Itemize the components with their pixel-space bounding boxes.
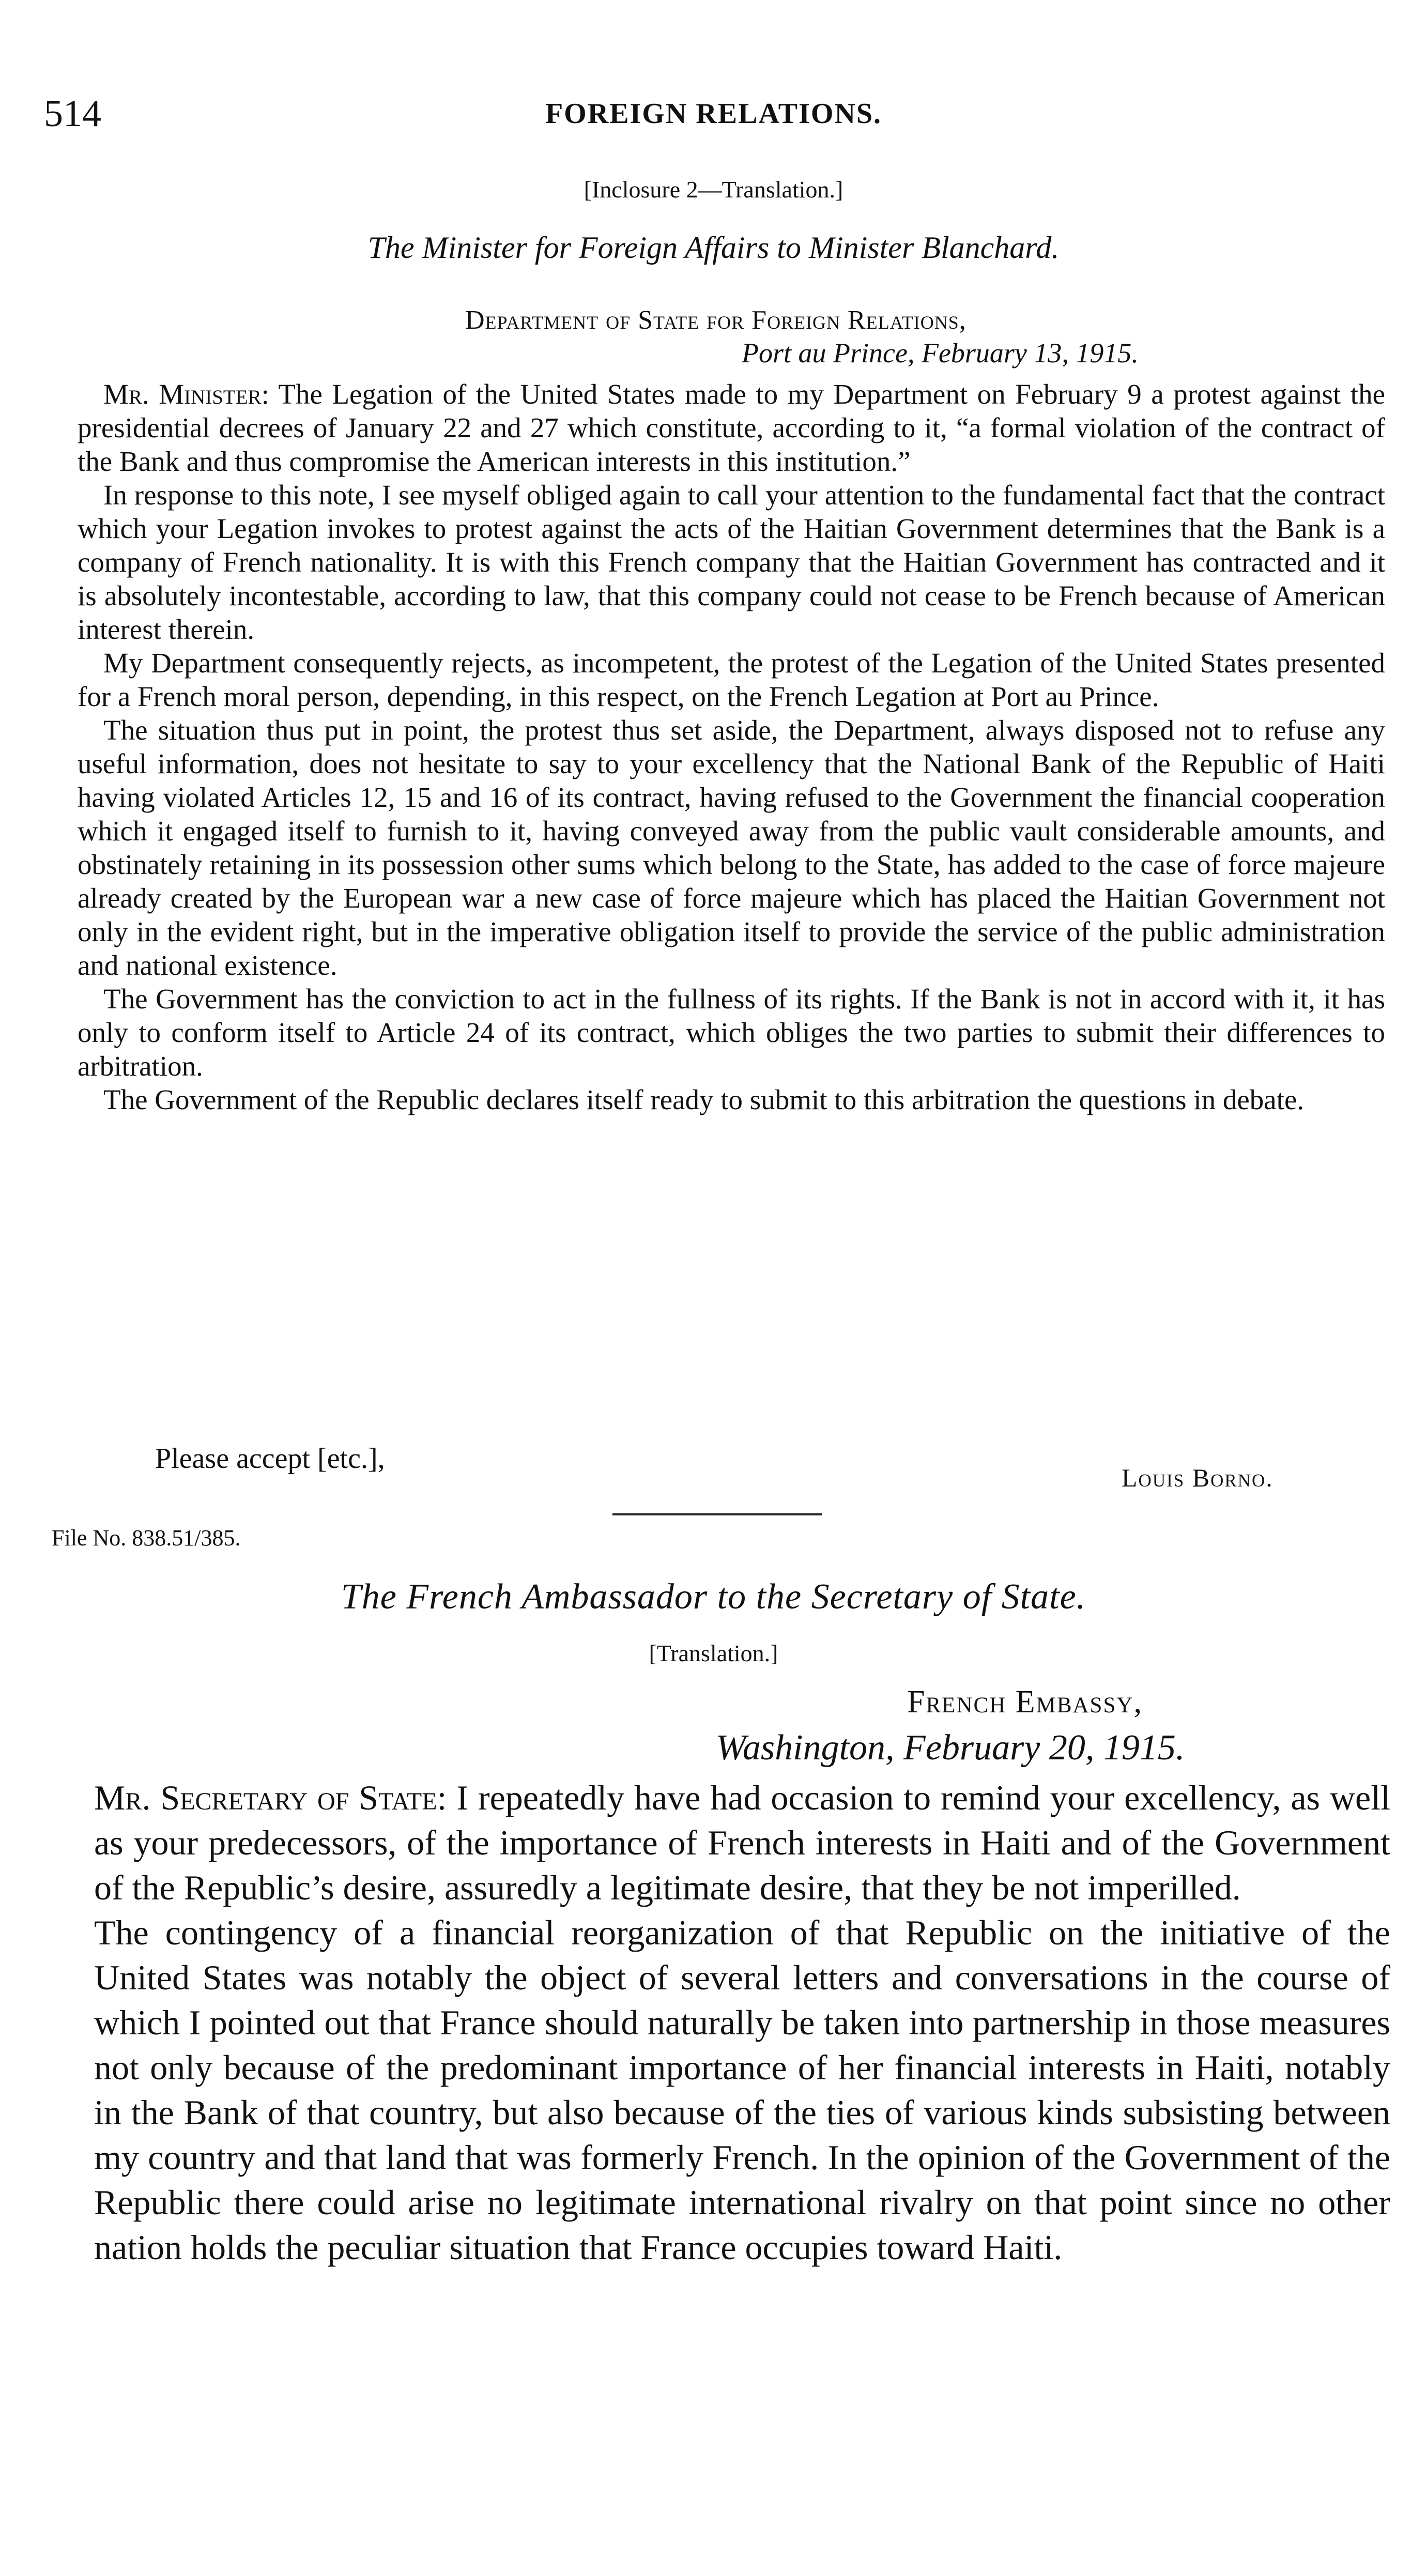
letter-1-closing: Please accept [etc.], <box>155 1443 385 1475</box>
translation-label: [Translation.] <box>649 1640 778 1666</box>
letter-1-paragraph: The Government has the conviction to act in the fullness of its rights. If the Bank is not in accord with it, it has only to conform itself to Article 24 of its contract, which obliges the two parties to submit their differences to arbitration. <box>78 983 1385 1082</box>
page-number: 514 <box>44 93 101 135</box>
section-divider <box>612 1513 822 1515</box>
letter-1-paragraph: The situation thus put in point, the protest thus set aside, the Department, always disposed not to refuse any useful information, does not hesitate to say to your excellency that the National Bank of the Republic of Haiti having violated Articles 12, 15 and 16 of its contract, having refused to the Government the financial cooperation which it engaged itself to furnish to it, having conveyed away from the public vault considerable amounts, and obstinately retaining in its possession other sums which belong to the State, has added to the case of force majeure already created by the European war a new case of force majeure which has placed the Haitian Government not only in the evident right, but in the imperative obligation itself to provide the service of the public administration and national existence. <box>78 714 1385 981</box>
letter-2-embassy: French Embassy, <box>907 1684 1143 1720</box>
letter-2-paragraph: The contingency of a financial reorganization of that Republic on the initiative of the United States was notably the object of several letters and conversations in the course of which I pointed out that France should naturally be taken into partnership in those measures not only because of the predominant importance of her financial interests in Haiti, notably in the Bank of that country, but also because of the ties of various kinds subsisting between my country and that land that was formerly French. In the opinion of the Government of the Republic there could arise no legitimate international rivalry on that point since no other nation holds the peculiar situation that France occupies toward Haiti. <box>94 1913 1390 2267</box>
letter-1-signature: Louis Borno. <box>1122 1463 1273 1492</box>
letter-2-salutation: Mr. Secretary of State: <box>94 1778 447 1817</box>
letter-2-body <box>94 1775 1390 2270</box>
letter-1-title: The Minister for Foreign Affairs to Minister Blanchard. <box>367 231 1060 265</box>
letter-1-place-date: Port au Prince, February 13, 1915. <box>742 338 1139 369</box>
letter-2-paragraph-text: I repeatedly have had occasion to remind your excellency, as well as your predecessors, of the importance of French interests in Haiti and of the Government of the Republic’s desire, assuredly a legitimate desire, that they be not imperilled. <box>94 1778 1391 1907</box>
letter-1-paragraph: My Department consequently rejects, as incompetent, the protest of the Legation of the United States presented for a French moral person, depending, in this respect, on the French Legation at Port au Prince. <box>78 647 1385 712</box>
letter-1-paragraph: The Government of the Republic declares itself ready to submit to this arbitration the questions in debate. <box>103 1084 1305 1115</box>
letter-2-paragraph <box>94 1775 1390 1910</box>
running-head: FOREIGN RELATIONS. <box>545 98 882 130</box>
letter-1-body <box>78 377 1385 1116</box>
letter-1-paragraph <box>78 377 1385 478</box>
letter-1-salutation: Mr. Minister: <box>103 378 269 410</box>
inclosure-label: [Inclosure 2—Translation.] <box>584 176 843 203</box>
letter-1-department: Department of State for Foreign Relations, <box>465 305 966 335</box>
letter-1-paragraph: In response to this note, I see myself obliged again to call your attention to the fundamental fact that the contract which your Legation invokes to protest against the acts of the Haitian Government determines that the Bank is a company of French nationality. It is with this French company that the Haitian Government has contracted and it is absolutely incontestable, according to law, that this company could not cease to be French because of American interest therein. <box>78 479 1385 645</box>
letter-2-place-date: Washington, February 20, 1915. <box>716 1728 1185 1768</box>
file-number: File No. 838.51/385. <box>52 1525 241 1551</box>
letter-1-paragraph-text: The Legation of the United States made to my Department on February 9 a protest against the presidential decrees of January 22 and 27 which constitute, according to it, “a formal violation of the contract of the Bank and thus compromise the American interests in this institution.” <box>78 378 1385 477</box>
letter-2-title: The French Ambassador to the Secretary of State. <box>341 1577 1086 1617</box>
